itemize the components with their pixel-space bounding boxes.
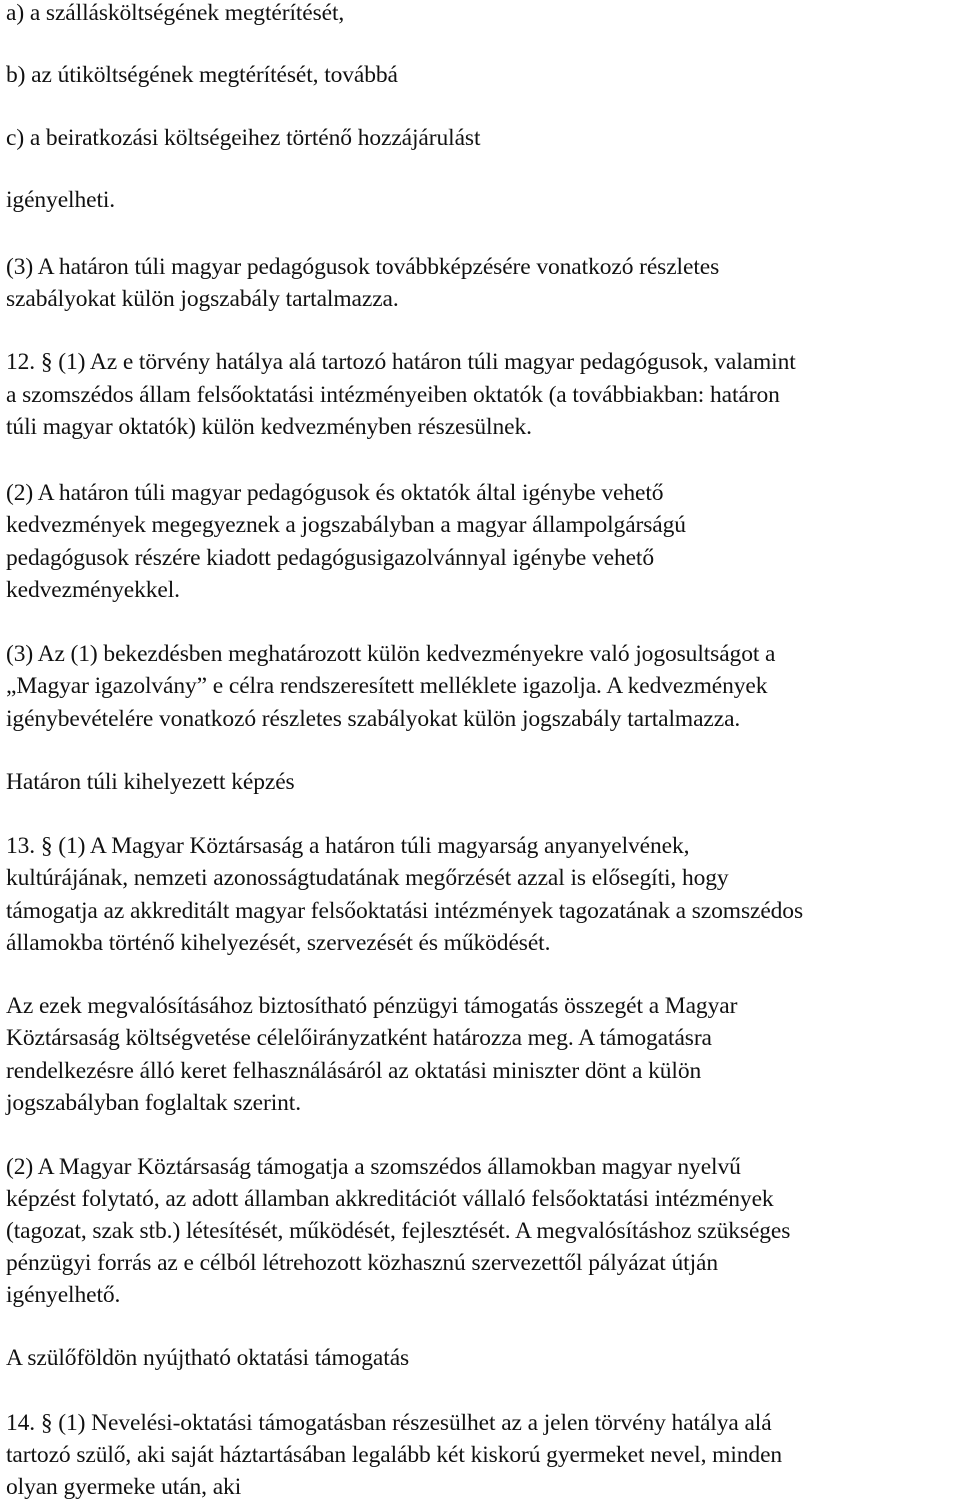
text-line: 13. § (1) A Magyar Köztársaság a határon túli magyarság anyanyelvének,: [6, 833, 690, 859]
text-line: (2) A határon túli magyar pedagógusok és oktatók által igénybe vehető: [6, 480, 664, 506]
text-line: (3) A határon túli magyar pedagógusok továbbképzésére vonatkozó részletes: [6, 254, 720, 280]
list-item-c: c) a beiratkozási költségeihez történő hozzájárulást: [6, 125, 481, 151]
text-line: 14. § (1) Nevelési-oktatási támogatásban részesülhet az a jelen törvény hatálya alá: [6, 1410, 772, 1436]
text-line: igénybevételére vonatkozó részletes szabályokat külön jogszabály tartalmazza.: [6, 706, 741, 732]
text-line: pedagógusok részére kiadott pedagógusigazolvánnyal igénybe vehető: [6, 545, 655, 571]
text-line: jogszabályban foglaltak szerint.: [6, 1090, 302, 1116]
text-line: olyan gyermeke után, aki: [6, 1474, 242, 1500]
text-line: kedvezményekkel.: [6, 577, 180, 603]
text-line: a szomszédos állam felsőoktatási intézményeiben oktatók (a továbbiakban: határon: [6, 382, 780, 408]
text-line: szabályokat külön jogszabály tartalmazza.: [6, 286, 399, 312]
text-line: kultúrájának, nemzeti azonosságtudatának megőrzését azzal is elősegíti, hogy: [6, 865, 729, 891]
text-line: képzést folytató, az adott államban akkreditációt vállaló felsőoktatási intézmények: [6, 1186, 774, 1212]
text-line: (3) Az (1) bekezdésben meghatározott külön kedvezményekre való jogosultságot a: [6, 641, 776, 667]
section-heading: A szülőföldön nyújtható oktatási támogatás: [6, 1345, 410, 1371]
text-line: túli magyar oktatók) külön kedvezményben részesülnek.: [6, 414, 532, 440]
list-item-b: b) az útiköltségének megtérítését, továbbá: [6, 62, 398, 88]
text-line: igényelheti.: [6, 187, 116, 213]
text-line: „Magyar igazolvány” e célra rendszeresített melléklete igazolja. A kedvezmények: [6, 673, 768, 699]
text-line: államokba történő kihelyezését, szervezését és működését.: [6, 930, 551, 956]
text-line: támogatja az akkreditált magyar felsőoktatási intézmények tagozatának a szomszédos: [6, 898, 803, 924]
text-line: (tagozat, szak stb.) létesítését, működését, fejlesztését. A megvalósításhoz szükséges: [6, 1218, 791, 1244]
text-line: pénzügyi forrás az e célból létrehozott közhasznú szervezettől pályázat útján: [6, 1250, 718, 1276]
list-item-a: a) a szállásköltségének megtérítését,: [6, 0, 345, 26]
text-line: rendelkezésre álló keret felhasználásáról az oktatási miniszter dönt a külön: [6, 1058, 702, 1084]
text-line: igényelhető.: [6, 1282, 121, 1308]
text-line: Köztársaság költségvetése célelőirányzatként határozza meg. A támogatásra: [6, 1025, 712, 1051]
section-heading: Határon túli kihelyezett képzés: [6, 769, 295, 795]
text-line: tartozó szülő, aki saját háztartásában legalább két kiskorú gyermeket nevel, minden: [6, 1442, 783, 1468]
text-line: kedvezmények megegyeznek a jogszabályban a magyar állampolgárságú: [6, 512, 686, 538]
text-line: Az ezek megvalósításához biztosítható pénzügyi támogatás összegét a Magyar: [6, 993, 738, 1019]
text-line: 12. § (1) Az e törvény hatálya alá tartozó határon túli magyar pedagógusok, valamint: [6, 349, 796, 375]
text-line: (2) A Magyar Köztársaság támogatja a szomszédos államokban magyar nyelvű: [6, 1154, 741, 1180]
